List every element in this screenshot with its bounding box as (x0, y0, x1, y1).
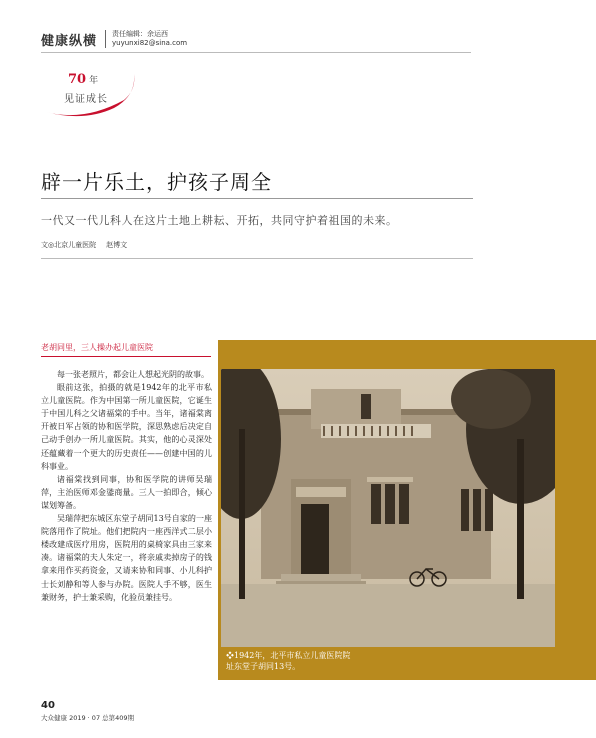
header-divider (41, 52, 471, 53)
anniversary-unit: 年 (89, 76, 99, 86)
caption-line: ❖1942年，北平市私立儿童医院院 (226, 651, 351, 660)
title-divider (41, 198, 473, 199)
byline (41, 240, 127, 250)
paragraph: 吴瑞萍把东城区东堂子胡同13号自家的一座院落用作了院址。他们把院内一座西洋式二层小楼改建成医疗用房，医院用的桌椅家具由三家来凑。诸福棠的夫人朱定一，将亲戚卖掉房子的钱拿来用作买药资金，又请来协和同事、小儿科护士长刘静和等人参与办院。医院人手不够，医生兼财务，护士兼采购，化验员兼挂号。 (41, 514, 212, 602)
photo-caption (226, 650, 350, 672)
section-divider (41, 356, 211, 357)
hospital-photo (221, 369, 555, 647)
article-title: 辟一片乐土，护孩子周全 (41, 170, 272, 194)
editor-name: 责任编辑：余运西 (112, 30, 169, 38)
paragraph: 眼前这张，拍摄的就是1942年的北平市私立儿童医院。作为中国第一所儿童医院，它诞生于中国儿科之父诸福棠的手中。当年，诸福棠离开被日军占领的协和医学院，深思熟虑后决定自己动手创办一所儿童医院。其实，他的心灵深处还蕴藏着一个更大的历史责任——创建中国的儿科事业。 (41, 383, 212, 471)
editor-info (105, 30, 187, 48)
anniversary-years: 70 (68, 72, 87, 87)
paragraph: 诸福棠找到同事，协和医学院的讲师吴瑞萍，主治医师邓金鍌商量。三人一拍即合，倾心谋划筹备。 (41, 474, 212, 510)
editor-email: yuyunxi82@sina.com (112, 39, 188, 47)
anniversary-number (68, 72, 98, 87)
article-body (41, 368, 212, 604)
byline-author: 赵博文 (106, 241, 128, 249)
page-number: 40 (41, 700, 55, 711)
page-header (41, 30, 187, 49)
section-heading: 老胡同里，三人操办起儿童医院 (41, 343, 153, 352)
section-name: 健康纵横 (41, 34, 98, 49)
article-subtitle: 一代又一代儿科人在这片土地上耕耘、开拓，共同守护着祖国的未来。 (41, 214, 398, 227)
caption-line: 址东堂子胡同13号。 (226, 662, 301, 671)
byline-source: 文◎北京儿童医院 (41, 241, 97, 249)
anniversary-subtitle: 见证成长 (64, 94, 108, 105)
anniversary-badge (44, 70, 144, 120)
magazine-info: 大众健康 2019 · 07 总第409期 (41, 714, 135, 722)
paragraph: 每一张老照片，都会让人想起光阴的故事。 (57, 370, 209, 379)
byline-divider (41, 258, 473, 259)
